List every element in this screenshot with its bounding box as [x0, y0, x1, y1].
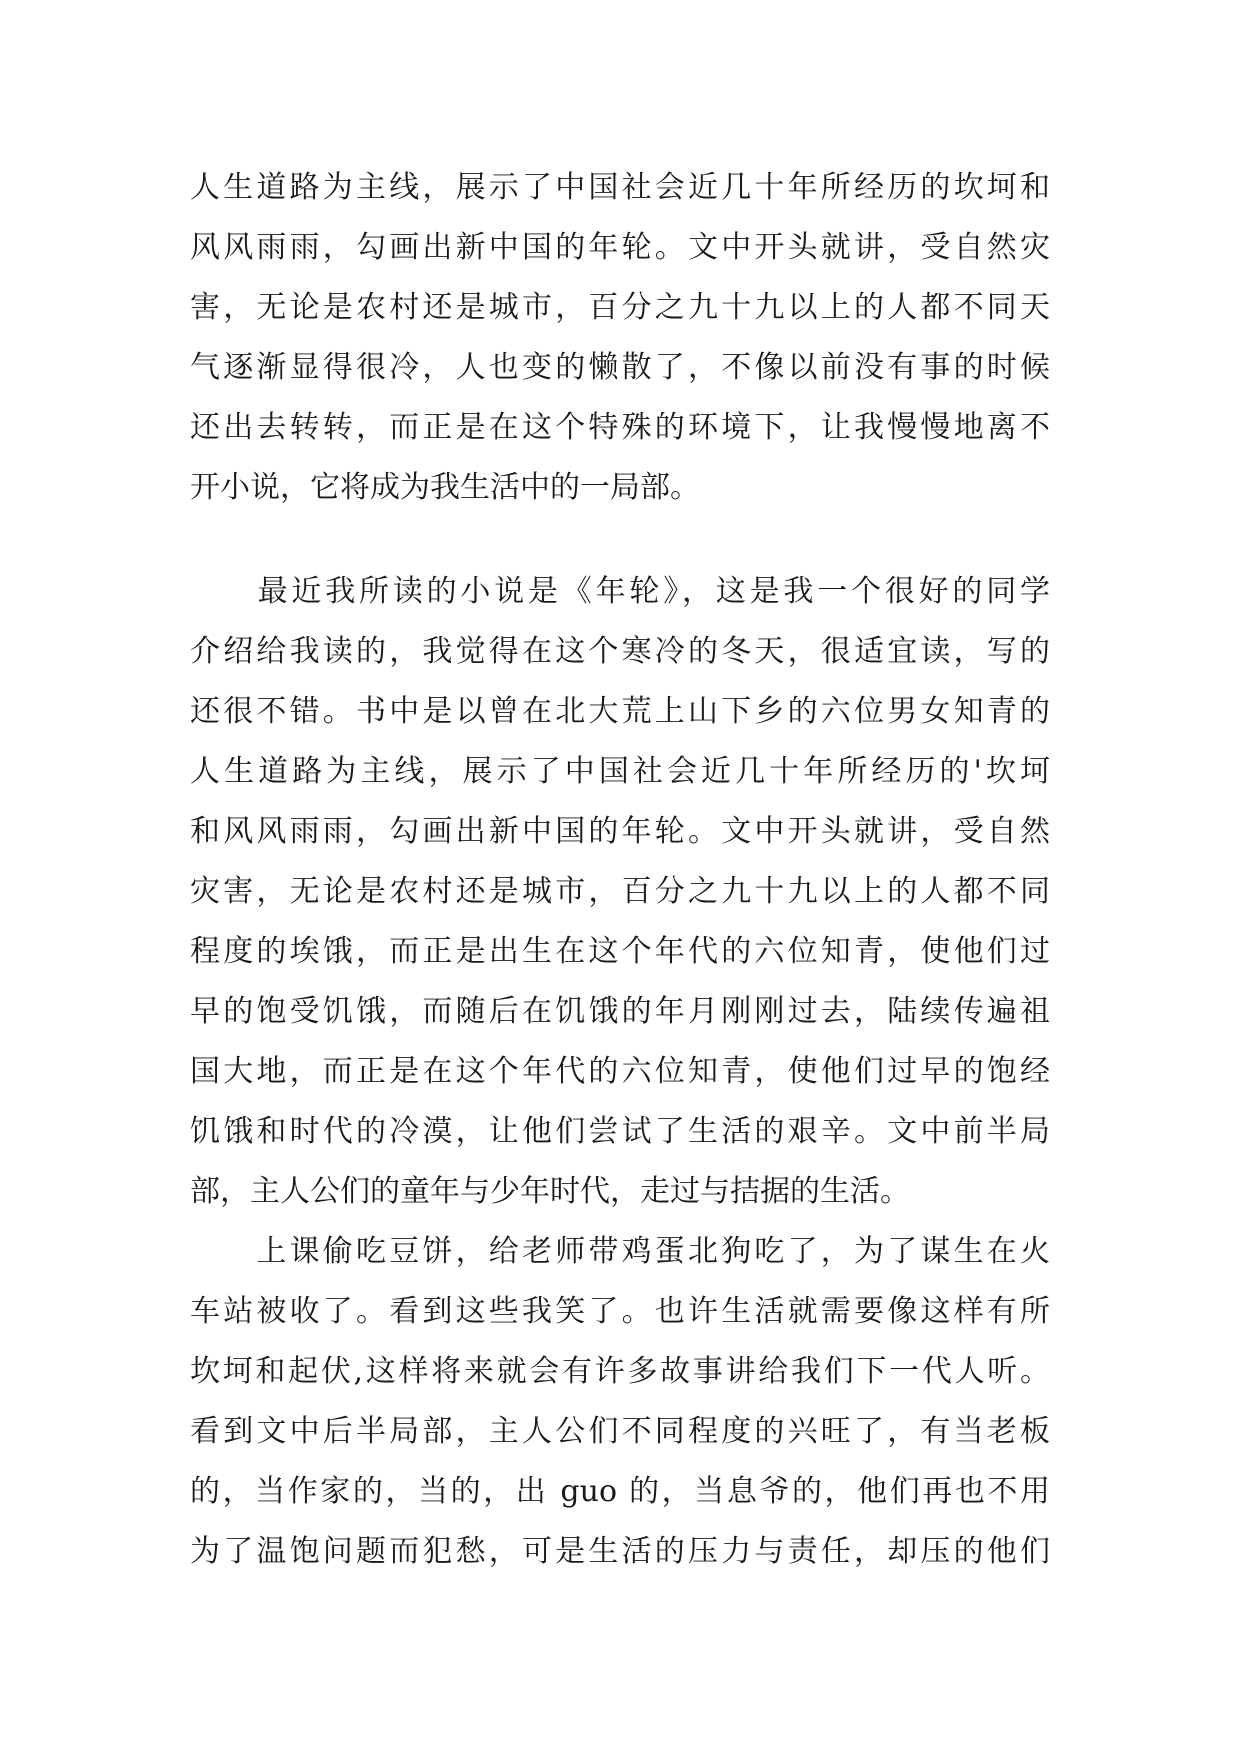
text-line: 车站被收了。看到这些我笑了。也许生活就需要像这样有所	[190, 1294, 1050, 1329]
text-line: 灾害，无论是农村还是城市，百分之九十九以上的人都不同	[190, 874, 1050, 909]
text-line: 人生道路为主线，展示了中国社会近几十年所经历的坎坷和	[190, 170, 1050, 205]
paragraph-next	[190, 1222, 1050, 1582]
text-line: 开小说，它将成为我生活中的一局部。	[190, 470, 700, 505]
text-line: 害，无论是农村还是城市，百分之九十九以上的人都不同天	[190, 290, 1050, 325]
text-line: 看到文中后半局部，主人公们不同程度的兴旺了，有当老板	[190, 1414, 1050, 1449]
text-line: 程度的埃饿，而正是出生在这个年代的六位知青，使他们过	[190, 934, 1050, 969]
text-line: 介绍给我读的，我觉得在这个寒冷的冬天，很适宜读，写的	[190, 634, 1050, 669]
text-line: 最近我所读的小说是《年轮》，这是我一个很好的同学	[190, 574, 1050, 609]
text-line: 上课偷吃豆饼，给老师带鸡蛋北狗吃了，为了谋生在火	[190, 1234, 1050, 1269]
paragraph-continued	[190, 158, 1050, 518]
text-line: 和风风雨雨，勾画出新中国的年轮。文中开头就讲，受自然	[190, 814, 1050, 849]
text-line: 还出去转转，而正是在这个特殊的环境下，让我慢慢地离不	[190, 410, 1050, 445]
text-line: 气逐渐显得很冷，人也变的懒散了，不像以前没有事的时候	[190, 350, 1050, 385]
text-line: 饥饿和时代的冷漠，让他们尝试了生活的艰辛。文中前半局	[190, 1114, 1050, 1149]
text-line: 还很不错。书中是以曾在北大荒上山下乡的六位男女知青的	[190, 694, 1050, 729]
text-line: 风风雨雨，勾画出新中国的年轮。文中开头就讲，受自然灾	[190, 230, 1050, 265]
text-line: 坎坷和起伏,这样将来就会有许多故事讲给我们下一代人听。	[190, 1354, 1050, 1389]
text-line: 国大地，而正是在这个年代的六位知青，使他们过早的饱经	[190, 1054, 1050, 1089]
paragraph-main	[190, 562, 1050, 1222]
text-line: 部，主人公们的童年与少年时代，走过与拮据的生活。	[190, 1174, 910, 1209]
text-line: 为了温饱问题而犯愁，可是生活的压力与责任，却压的他们	[190, 1534, 1050, 1569]
paragraph-main-group	[190, 562, 1050, 1582]
text-line: 人生道路为主线，展示了中国社会近几十年所经历的'坎坷	[190, 754, 1050, 789]
text-line: 早的饱受饥饿，而随后在饥饿的年月刚刚过去，陆续传遍祖	[190, 994, 1050, 1029]
text-line: 的，当作家的，当的，出 guo 的，当息爷的，他们再也不用	[190, 1474, 1050, 1509]
